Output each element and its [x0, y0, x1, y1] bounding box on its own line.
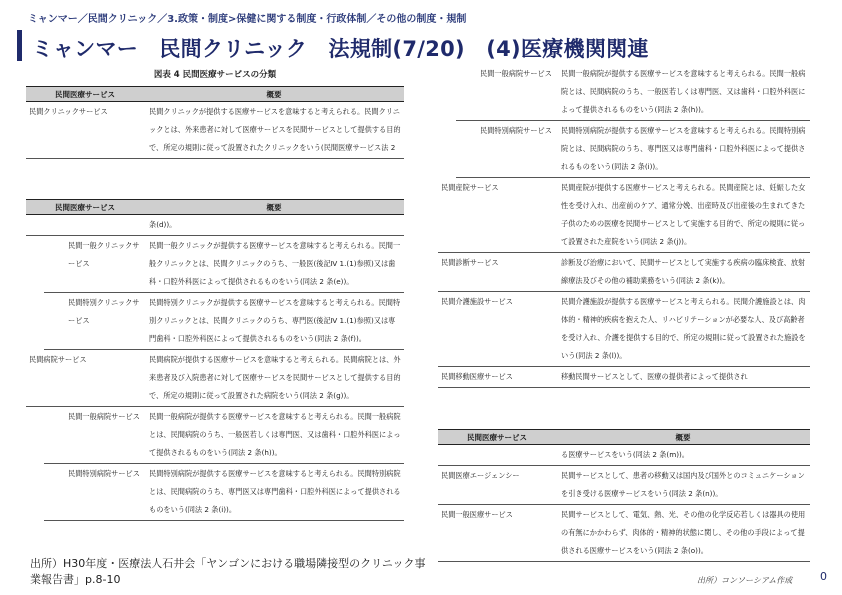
row-category: 民間一般病院サービス [456, 64, 556, 121]
table-row [26, 215, 404, 236]
table-row [438, 292, 810, 367]
row-description: 民間一般病院が提供する医療サービスを意味すると考えられる。民間一般病院とは、民間病院のうち、一般医若しくは専門医、又は歯科・口腔外科医によって提供されるものをいう(同法 2 条(h))。 [556, 64, 810, 121]
indent-cell [26, 236, 44, 293]
row-description: 民間クリニックが提供する医療サービスを意味すると考えられる。民間クリニックとは、外来患者に対して医療サービスを民間サービスとして提供する目的で、所定の規則に従って設置されたクリニックをいう(民間医療サービス法 2 [144, 102, 404, 159]
indent-cell [26, 293, 44, 350]
row-description: 民間サービスとして、患者の移動又は国内及び国外とのコミュニケーションを引き受ける医療サービスをいう(同法 2 条(n))。 [556, 466, 810, 505]
right-document-excerpt [438, 64, 810, 580]
classification-table [26, 199, 404, 521]
classification-table [438, 429, 810, 562]
source-note: 出所）コンソーシアム作成 [697, 576, 793, 585]
table-row [26, 236, 404, 293]
table-header-row [438, 430, 810, 445]
row-description: 民間一般クリニックが提供する医療サービスを意味すると考えられる。民間一般クリニックとは、民間クリニックのうち、一般医(後記Ⅳ 1.(1)参照)又は歯科・口腔外科医によって提供されるものをいう(同法 2 条(e))。 [144, 236, 404, 293]
row-category: 民間特別病院サービス [456, 121, 556, 178]
page-number: 0 [820, 570, 827, 583]
classification-table [438, 64, 810, 388]
row-description: 民間病院が提供する医療サービスを意味すると考えられる。民間病院とは、外来患者及び入院患者に対して医療サービスを民間サービスとして提供する目的で、所定の規則に従って設置された病院をいう(同法 2 条(g))。 [144, 350, 404, 407]
table-row [26, 293, 404, 350]
indent-cell [26, 407, 44, 464]
table-row [26, 407, 404, 464]
indent-cell [438, 64, 456, 121]
table-row [438, 466, 810, 505]
row-category: 民間診断サービス [438, 253, 556, 292]
table-row [438, 178, 810, 253]
table-block-2 [26, 199, 404, 521]
table-row [26, 350, 404, 407]
table-header-row [26, 200, 404, 215]
table-row [26, 102, 404, 159]
row-category: 民間移動医療サービス [438, 367, 556, 388]
row-description: 移動民間サービスとして、医療の提供者によって提供され [556, 367, 810, 388]
row-category: 民間産院サービス [438, 178, 556, 253]
table-row [438, 445, 810, 466]
table-row [438, 64, 810, 121]
row-description: 民間サービスとして、電気、熱、光、その他の化学反応若しくは器具の使用の有無にかかわらず、肉体的・精神的状態に関し、その他の手段によって提供される医療サービスをいう(同法 2 条(o))。 [556, 505, 810, 562]
table-row [438, 121, 810, 178]
row-category: 民間介護施設サービス [438, 292, 556, 367]
table-row [438, 367, 810, 388]
row-category: 民間一般医療サービス [438, 505, 556, 562]
table-header-row [26, 87, 404, 102]
header-service: 民間医療サービス [26, 200, 144, 215]
table-block-3 [438, 64, 810, 419]
page-title: ミャンマー 民間クリニック 法規制(7/20) (4)医療機関関連 [32, 37, 649, 61]
row-category: 民間クリニックサービス [26, 102, 144, 159]
left-document-excerpt [26, 64, 404, 544]
row-category: 民間特別クリニックサービス [44, 293, 144, 350]
header-summary: 概要 [556, 430, 810, 445]
table-row [438, 253, 810, 292]
breadcrumb: ミャンマー／民間クリニック／3.政策・制度>保健に関する制度・行政体制／その他の制度・規制 [28, 14, 467, 25]
indent-cell [26, 464, 44, 521]
row-category: 民間医療エージェンシー [438, 466, 556, 505]
row-category: 民間病院サービス [26, 350, 144, 407]
row-description: 民間特別クリニックが提供する医療サービスを意味すると考えられる。民間特別クリニックとは、民間クリニックのうち、専門医(後記Ⅳ 1.(1)参照)又は専門歯科・口腔外科医によって提供されるものをいう(同法 2 条(f))。 [144, 293, 404, 350]
figure-caption: 図表 4 民間医療サービスの分類 [153, 70, 277, 80]
row-category: 民間一般病院サービス [44, 407, 144, 464]
indent-cell [438, 121, 456, 178]
header-service: 民間医療サービス [26, 87, 144, 102]
title-accent-bar [17, 30, 22, 61]
header-service: 民間医療サービス [438, 430, 556, 445]
header-summary: 概要 [144, 200, 404, 215]
row-category [26, 215, 144, 236]
table-row [26, 464, 404, 521]
row-description-continued: 条(d))。 [144, 215, 404, 236]
row-description: 民間特別病院が提供する医療サービスを意味すると考えられる。民間特別病院とは、民間病院のうち、専門医又は専門歯科・口腔外科医によって提供されるものをいう(同法 2 条(i))。 [556, 121, 810, 178]
row-description: 民間特別病院が提供する医療サービスを意味すると考えられる。民間特別病院とは、民間病院のうち、専門医又は専門歯科・口腔外科医によって提供されるものをいう(同法 2 条(i))。 [144, 464, 404, 521]
row-description-continued: る医療サービスをいう(同法 2 条(m))。 [556, 445, 810, 466]
row-category: 民間特別病院サービス [44, 464, 144, 521]
row-description: 診断及び治療において、民間サービスとして実施する疾病の臨床検査、放射線療法及びその他の補助業務をいう(同法 2 条(k))。 [556, 253, 810, 292]
classification-table [26, 86, 404, 159]
table-block-1 [26, 86, 404, 189]
row-category: 民間一般クリニックサービス [44, 236, 144, 293]
table-row [438, 505, 810, 562]
source-citation: 出所）H30年度・医療法人石井会「ヤンゴンにおける職場隣接型のクリニック事業報告書」p.8-10 [30, 557, 426, 586]
table-block-4 [438, 429, 810, 562]
row-description: 民間介護施設が提供する医療サービスと考えられる。民間介護施設とは、肉体的・精神的疾病を抱えた人、リハビリテーションが必要な人、及び高齢者を受け入れ、介護を提供する目的で、所定の規則に従って設置された施設をいう(同法 2 条(l))。 [556, 292, 810, 367]
header-summary: 概要 [144, 87, 404, 102]
row-category [438, 445, 556, 466]
row-description: 民間一般病院が提供する医療サービスを意味すると考えられる。民間一般病院とは、民間病院のうち、一般医若しくは専門医、又は歯科・口腔外科医によって提供されるものをいう(同法 2 条(h))。 [144, 407, 404, 464]
row-description: 民間産院が提供する医療サービスと考えられる。民間産院とは、妊娠した女性を受け入れ、出産前のケア、通常分娩、出産時及び出産後の生まれてきた子供のための医療を民間サービスとして実施する目的で、所定の規則に従って設置された産院をいう(同法 2 条(j))。 [556, 178, 810, 253]
